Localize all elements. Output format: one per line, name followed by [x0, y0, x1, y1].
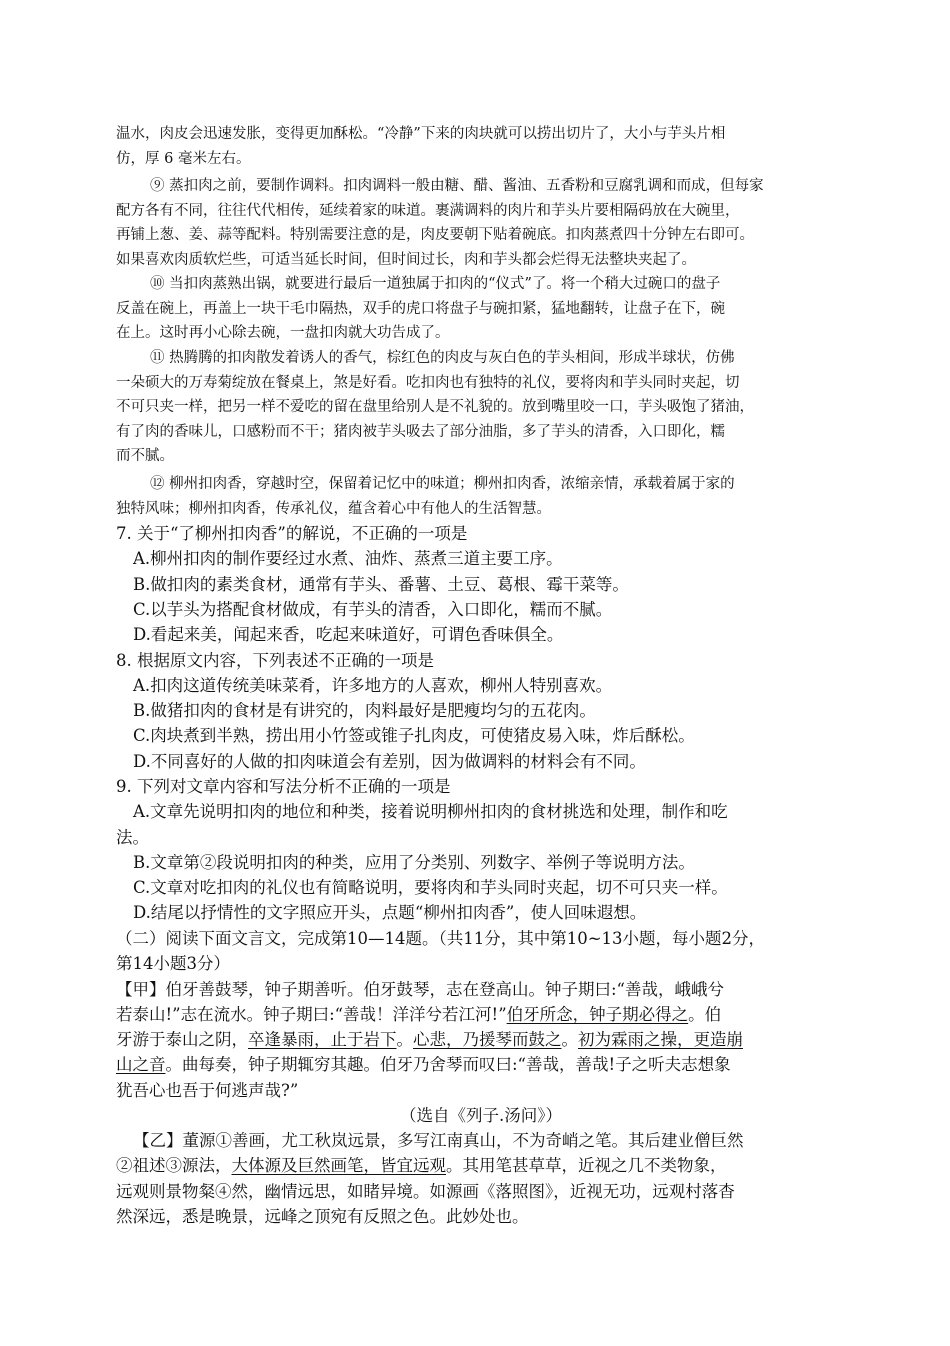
text-line: 【甲】伯牙善鼓琴，钟子期善听。伯牙鼓琴，志在登高山。钟子期曰:“善哉，峨峨兮	[116, 979, 724, 999]
passage-paragraph-11	[116, 346, 840, 469]
text: 若泰山!”志在流水。钟子期曰:“善哉！洋洋兮若江河!”	[116, 1004, 507, 1024]
question-8	[116, 648, 846, 774]
option-a: A.柳州扣肉的制作要经过水煮、油炸、蒸煮三道主要工序。	[133, 549, 563, 569]
text-line: 如果喜欢肉质软烂些，可适当延长时间，但时间过长，肉和芋头都会烂得无法整块夹起了。	[116, 251, 696, 268]
text-line: 在上。这时再小心除去碗，一盘扣肉就大功告成了。	[116, 325, 450, 341]
passage-jia	[116, 977, 846, 1129]
question-stem: 7. 关于“了柳州扣肉香”的解说，不正确的一项是	[116, 524, 468, 543]
text-line: 再铺上葱、姜、蒜等配料。特别需要注意的是，肉皮要朝下贴着碗底。扣肉蒸煮四十分钟左右即可。	[116, 227, 754, 243]
option-d: D.结尾以抒情性的文字照应开头，点题“柳州扣肉香”，使人回味遐想。	[133, 903, 647, 923]
text: ②祖述③源法，	[116, 1156, 232, 1176]
text: 。	[561, 1030, 578, 1050]
text: 。	[396, 1030, 413, 1050]
option-b: B.做猪扣肉的食材是有讲究的，肉料最好是肥瘦均匀的五花肉。	[133, 701, 596, 721]
passage-paragraph-10	[116, 272, 840, 346]
option-a-cont: 法。	[116, 827, 149, 847]
text-line: ⑪ 热腾腾的扣肉散发着诱人的香气，棕红色的肉皮与灰白色的芋头相间，形成半球状，仿佛	[150, 350, 735, 366]
underlined-sentence: 伯牙所念，钟子期必得之	[506, 1004, 689, 1024]
text-line: 反盖在碗上，再盖上一块干毛巾隔热，双手的虎口将盘子与碗扣紧，猛地翻转，让盘子在下，碗	[116, 300, 725, 317]
text-line: ⑨ 蒸扣肉之前，要制作调料。扣肉调料一般由糖、醋、酱油、五香粉和豆腐乳调和而成，但每家	[150, 178, 764, 194]
text-line: 犹吾心也吾于何逃声哉?”	[116, 1080, 299, 1100]
text-line: 第14小题3分）	[116, 954, 230, 974]
text-line: 不可只夹一样，把另一样不爱吃的留在盘里给别人是不礼貌的。放到嘴里咬一口，芋头吸饱了猪油，	[116, 399, 754, 415]
option-a: A.扣肉这道传统美味菜肴，许多地方的人喜欢，柳州人特别喜欢。	[133, 675, 613, 695]
text-line	[116, 1052, 846, 1077]
text: 。其用笔甚草草，近视之几不类物象，	[446, 1156, 727, 1176]
option-d: D.看起来美，闻起来香，吃起来味道好，可谓色香味俱全。	[133, 625, 564, 645]
passage-paragraph-12	[116, 472, 840, 521]
source-citation: （选自《列子.汤问》）	[400, 1105, 562, 1125]
underlined-sentence: 初为霖雨之操，更造崩	[578, 1030, 743, 1050]
section-2-heading	[116, 926, 846, 977]
text-line	[116, 1002, 846, 1027]
option-c: C.肉块煮到半熟，捞出用小竹签或锥子扎肉皮，可使猪皮易入味，炸后酥松。	[133, 726, 695, 746]
text-line	[116, 1027, 846, 1052]
text: 。伯	[688, 1004, 722, 1024]
underlined-sentence: 大体源及巨然画笔，皆宜远观	[231, 1156, 446, 1176]
text-line: 温水，肉皮会迅速发胀，变得更加酥松。“冷静”下来的肉块就可以捞出切片了，大小与芋头片相	[116, 126, 726, 142]
text: 牙游于泰山之阴，	[116, 1030, 248, 1050]
passage-yi	[116, 1128, 846, 1229]
option-b: B.文章第②段说明扣肉的种类，应用了分类别、列数字、举例子等说明方法。	[133, 852, 695, 872]
option-b: B.做扣肉的素类食材，通常有芋头、番薯、土豆、葛根、霉干菜等。	[133, 574, 629, 594]
question-stem: 8. 根据原文内容，下列表述不正确的一项是	[116, 650, 434, 670]
text-line	[116, 1153, 846, 1178]
option-d: D.不同喜好的人做的扣肉味道会有差别，因为做调料的材料会有不同。	[133, 751, 646, 771]
text-line: 有了肉的香味儿，口感粉而不干；猪肉被芋头吸去了部分油脂，多了芋头的清香，入口即化，糯	[116, 423, 725, 440]
text: 。曲每奏，钟子期辄穷其趣。伯牙乃舍琴而叹曰:“善哉，善哉!子之听夫志想象	[165, 1055, 731, 1075]
text-line: 然深远，悉是晚景，远峰之顶宛有反照之色。此妙处也。	[116, 1206, 529, 1226]
text-line: 一朵硕大的万寿菊绽放在餐桌上，煞是好看。吃扣肉也有独特的礼仪，要将肉和芋头同时夹起，切	[116, 374, 740, 391]
passage-paragraph-9	[116, 174, 840, 272]
text-line: 而不腻。	[116, 448, 174, 464]
text-line: ⑩ 当扣肉蒸熟出锅，就要进行最后一道独属于扣肉的“仪式”了。将一个稍大过碗口的盘子	[150, 276, 721, 292]
underlined-sentence: 心悲，乃援琴而鼓之	[413, 1030, 562, 1050]
text-line: 独特风味；柳州扣肉香，传承礼仪，蕴含着心中有他人的生活智慧。	[116, 500, 551, 517]
underlined-sentence: 山之音	[116, 1055, 166, 1075]
text-line: （二）阅读下面文言文，完成第10—14题。（共11分，其中第10~13小题，每小题2分，	[116, 929, 766, 948]
option-c: C.以芋头为搭配食材做成，有芋头的清香，入口即化，糯而不腻。	[133, 599, 613, 619]
underlined-sentence: 卒逢暴雨，止于岩下	[248, 1030, 397, 1050]
text-line: 配方各有不同，往往代代相传，延续着家的味道。裹满调料的肉片和芋头片要相隔码放在大碗里，	[116, 202, 740, 219]
question-stem: 9. 下列对文章内容和写法分析不正确的一项是	[116, 777, 451, 796]
option-c: C.文章对吃扣肉的礼仪也有简略说明，要将肉和芋头同时夹起，切不可只夹一样。	[133, 878, 728, 898]
passage-paragraph-8-cont	[116, 122, 840, 171]
question-7	[116, 521, 846, 647]
question-9	[116, 774, 846, 926]
text-line: 【乙】董源①善画，尤工秋岚远景，多写江南真山，不为奇峭之笔。其后建业僧巨然	[133, 1131, 744, 1150]
text-line: 远观则景物粲④然，幽情远思，如睹异境。如源画《落照图》，近视无功，远观村落杳	[116, 1181, 735, 1201]
text-line: ⑫ 柳州扣肉香，穿越时空，保留着记忆中的味道；柳州扣肉香，浓缩亲情，承载着属于家的	[150, 476, 735, 492]
text-line: 仿，厚 6 毫米左右。	[116, 150, 251, 167]
option-a: A.文章先说明扣肉的地位和种类，接着说明柳州扣肉的食材挑选和处理，制作和吃	[133, 802, 728, 822]
